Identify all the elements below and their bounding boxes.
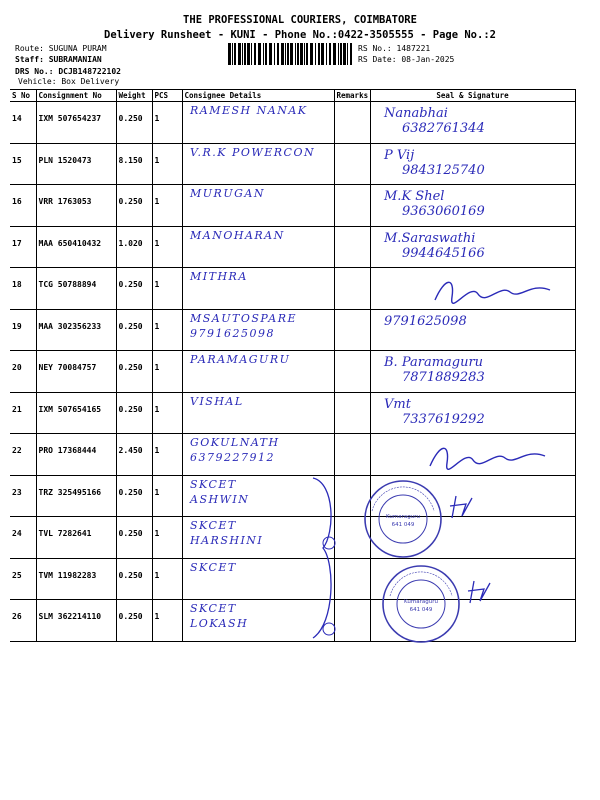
cell-weight: 0.250 <box>116 185 152 227</box>
barcode-bar <box>285 43 286 65</box>
barcode-bar <box>290 43 293 65</box>
barcode-bar <box>281 43 284 65</box>
handwritten-consignee: PARAMAGURU <box>190 353 291 366</box>
table-row <box>10 517 575 559</box>
cell-sno: 19 <box>10 309 36 351</box>
handwritten-consignee: MURUGAN <box>190 187 265 200</box>
col-header-remarks: Remarks <box>334 90 370 102</box>
handwritten-signature: 9843125740 <box>402 162 485 178</box>
handwritten-consignee: HARSHINI <box>190 534 264 547</box>
cell-consignment-no: TVL 7282641 <box>36 517 116 559</box>
cell-pcs: 1 <box>152 517 182 559</box>
cell-remarks <box>334 102 370 144</box>
table-row <box>10 475 575 517</box>
initial-scribble <box>464 577 494 607</box>
svg-text:Kumaraguru: Kumaraguru <box>386 514 420 520</box>
cell-weight: 0.250 <box>116 268 152 310</box>
handwritten-signature: M.Saraswathi <box>384 230 476 246</box>
signature-scribble <box>430 272 560 308</box>
cell-weight: 0.250 <box>116 558 152 600</box>
barcode-bar <box>269 43 272 65</box>
barcode-bar <box>242 43 243 65</box>
barcode-bar <box>340 43 342 65</box>
cell-remarks <box>334 351 370 393</box>
barcode-bar <box>310 43 313 65</box>
cell-pcs: 1 <box>152 226 182 268</box>
svg-text:641 049: 641 049 <box>409 607 433 613</box>
barcode-bar <box>274 43 275 65</box>
cell-remarks <box>334 185 370 227</box>
barcode-bar <box>228 43 231 65</box>
cell-pcs: 1 <box>152 351 182 393</box>
cell-sno: 24 <box>10 517 36 559</box>
table-row <box>10 392 575 434</box>
cell-pcs: 1 <box>152 475 182 517</box>
handwritten-consignee: MANOHARAN <box>190 228 285 242</box>
cell-sno: 15 <box>10 143 36 185</box>
cell-weight: 8.150 <box>116 143 152 185</box>
handwritten-signature: 7871889283 <box>402 370 485 385</box>
barcode-bar <box>326 43 327 65</box>
handwritten-consignee: SKCET <box>190 519 237 532</box>
handwritten-consignee: RAMESH NANAK <box>190 104 308 117</box>
cell-remarks <box>334 143 370 185</box>
vehicle-label: Vehicle: Box Delivery <box>18 77 120 86</box>
svg-text:641 049: 641 049 <box>391 522 415 528</box>
barcode <box>228 43 353 65</box>
cell-weight: 0.250 <box>116 517 152 559</box>
barcode-bar <box>251 43 252 65</box>
cell-pcs: 1 <box>152 185 182 227</box>
barcode-bar <box>238 43 241 65</box>
company-title: THE PROFESSIONAL COURIERS, COIMBATORE <box>183 14 417 26</box>
cell-consignment-no: PRO 17368444 <box>36 434 116 476</box>
college-stamp <box>362 478 444 560</box>
cell-pcs: 1 <box>152 268 182 310</box>
cell-sno: 14 <box>10 102 36 144</box>
handwritten-consignee: MITHRA <box>190 270 248 283</box>
initial-scribble <box>446 492 476 522</box>
barcode-bar <box>287 43 289 65</box>
signature-scribble <box>425 438 555 474</box>
barcode-bar <box>263 43 264 65</box>
svg-text:Kumaraguru: Kumaraguru <box>404 599 438 605</box>
handwritten-signature: B. Paramaguru <box>384 355 484 370</box>
cell-weight: 0.250 <box>116 309 152 351</box>
handwritten-consignee: SKCET <box>190 560 237 574</box>
cell-consignment-no: VRR 1763053 <box>36 185 116 227</box>
table-row <box>10 185 575 227</box>
barcode-bar <box>318 43 320 65</box>
cell-consignment-no: SLM 362214110 <box>36 600 116 642</box>
cell-sno: 16 <box>10 185 36 227</box>
handwritten-consignee: ASHWIN <box>190 492 250 506</box>
cell-remarks <box>334 268 370 310</box>
cell-remarks <box>334 226 370 268</box>
runsheet-table <box>10 89 576 642</box>
col-header-signature: Seal & Signature <box>370 90 575 102</box>
cell-consignment-no: TCG 50788894 <box>36 268 116 310</box>
cell-pcs: 1 <box>152 143 182 185</box>
cell-sno: 21 <box>10 392 36 434</box>
barcode-bar <box>247 43 250 65</box>
handwritten-consignee: 9791625098 <box>190 326 275 340</box>
barcode-bar <box>232 43 233 65</box>
barcode-bar <box>343 43 346 65</box>
col-header-weight: Weight <box>116 90 152 102</box>
staff-label: Staff: SUBRAMANIAN <box>15 55 102 64</box>
col-header-consignee: Consignee Details <box>182 90 334 102</box>
handwritten-signature: 9363060169 <box>402 204 485 219</box>
cell-consignment-no: NEY 70084757 <box>36 351 116 393</box>
cell-sno: 22 <box>10 434 36 476</box>
col-header-consignment: Consignment No <box>36 90 116 102</box>
cell-sno: 20 <box>10 351 36 393</box>
cell-pcs: 1 <box>152 102 182 144</box>
handwritten-consignee: VISHAL <box>190 394 244 408</box>
cell-pcs: 1 <box>152 392 182 434</box>
drs-label: DRS No.: DCJB148722102 <box>15 67 121 76</box>
cell-weight: 2.450 <box>116 434 152 476</box>
barcode-bar <box>347 43 348 65</box>
cell-consignment-no: IXM 507654237 <box>36 102 116 144</box>
col-header-sno: S No <box>10 90 36 102</box>
cell-pcs: 1 <box>152 434 182 476</box>
barcode-bar <box>304 43 305 65</box>
barcode-bar <box>277 43 279 65</box>
cell-remarks <box>334 309 370 351</box>
cell-consignment-no: IXM 507654165 <box>36 392 116 434</box>
cell-pcs: 1 <box>152 309 182 351</box>
handwritten-consignee: GOKULNATH <box>190 436 280 449</box>
handwritten-signature: 6382761344 <box>402 121 485 136</box>
cell-weight: 0.250 <box>116 351 152 393</box>
barcode-bar <box>244 43 246 65</box>
barcode-bar <box>258 43 261 65</box>
barcode-bar <box>295 43 296 65</box>
handwritten-consignee: LOKASH <box>190 617 249 630</box>
handwritten-signature: P Vij <box>384 147 415 163</box>
cell-weight: 0.250 <box>116 600 152 642</box>
barcode-bar <box>338 43 339 65</box>
cell-consignment-no: MAA 302356233 <box>36 309 116 351</box>
cell-weight: 1.020 <box>116 226 152 268</box>
table-row <box>10 226 575 268</box>
cell-consignment-no: TVM 11982283 <box>36 558 116 600</box>
college-stamp <box>380 563 462 645</box>
barcode-bar <box>350 43 352 65</box>
cell-consignment-no: TRZ 325495166 <box>36 475 116 517</box>
col-header-pcs: PCS <box>152 90 182 102</box>
barcode-bar <box>234 43 236 65</box>
barcode-bar <box>300 43 303 65</box>
cell-sno: 17 <box>10 226 36 268</box>
handwritten-consignee: 6379227912 <box>190 451 275 464</box>
cell-sno: 26 <box>10 600 36 642</box>
cell-remarks <box>334 434 370 476</box>
handwritten-signature: M.K Shel <box>384 189 445 204</box>
handwritten-signature: 7337619292 <box>402 411 485 427</box>
handwritten-consignee: V.R.K POWERCON <box>190 145 316 159</box>
handwritten-consignee: MSAUTOSPARE <box>190 311 298 325</box>
cell-consignment-no: MAA 650410432 <box>36 226 116 268</box>
table-header-row <box>10 90 575 102</box>
barcode-bar <box>265 43 267 65</box>
handwritten-signature: Vmt <box>384 396 411 412</box>
barcode-bar <box>315 43 316 65</box>
cell-pcs: 1 <box>152 558 182 600</box>
barcode-bar <box>306 43 308 65</box>
handwritten-signature: 9791625098 <box>384 313 467 329</box>
cell-remarks <box>334 392 370 434</box>
cell-sno: 18 <box>10 268 36 310</box>
route-label: Route: SUGUNA PURAM <box>15 44 107 53</box>
table-row <box>10 351 575 393</box>
cell-sno: 25 <box>10 558 36 600</box>
rs-date: RS Date: 08-Jan-2025 <box>358 55 455 64</box>
handwritten-signature: 9944645166 <box>402 245 485 261</box>
barcode-bar <box>333 43 336 65</box>
barcode-bar <box>254 43 256 65</box>
cell-pcs: 1 <box>152 600 182 642</box>
cell-weight: 0.250 <box>116 475 152 517</box>
handwritten-signature: Nanabhai <box>384 106 448 121</box>
handwritten-consignee: SKCET <box>190 477 237 491</box>
handwritten-consignee: SKCET <box>190 602 237 615</box>
barcode-bar <box>321 43 324 65</box>
cell-consignment-no: PLN 1520473 <box>36 143 116 185</box>
runsheet-subtitle: Delivery Runsheet - KUNI - Phone No.:0422-3505555 - Page No.:2 <box>104 29 496 41</box>
cell-weight: 0.250 <box>116 392 152 434</box>
rs-number: RS No.: 1487221 <box>358 44 431 53</box>
bracket-mark <box>305 473 345 643</box>
barcode-bar <box>329 43 331 65</box>
cell-sno: 23 <box>10 475 36 517</box>
cell-weight: 0.250 <box>116 102 152 144</box>
barcode-bar <box>297 43 299 65</box>
